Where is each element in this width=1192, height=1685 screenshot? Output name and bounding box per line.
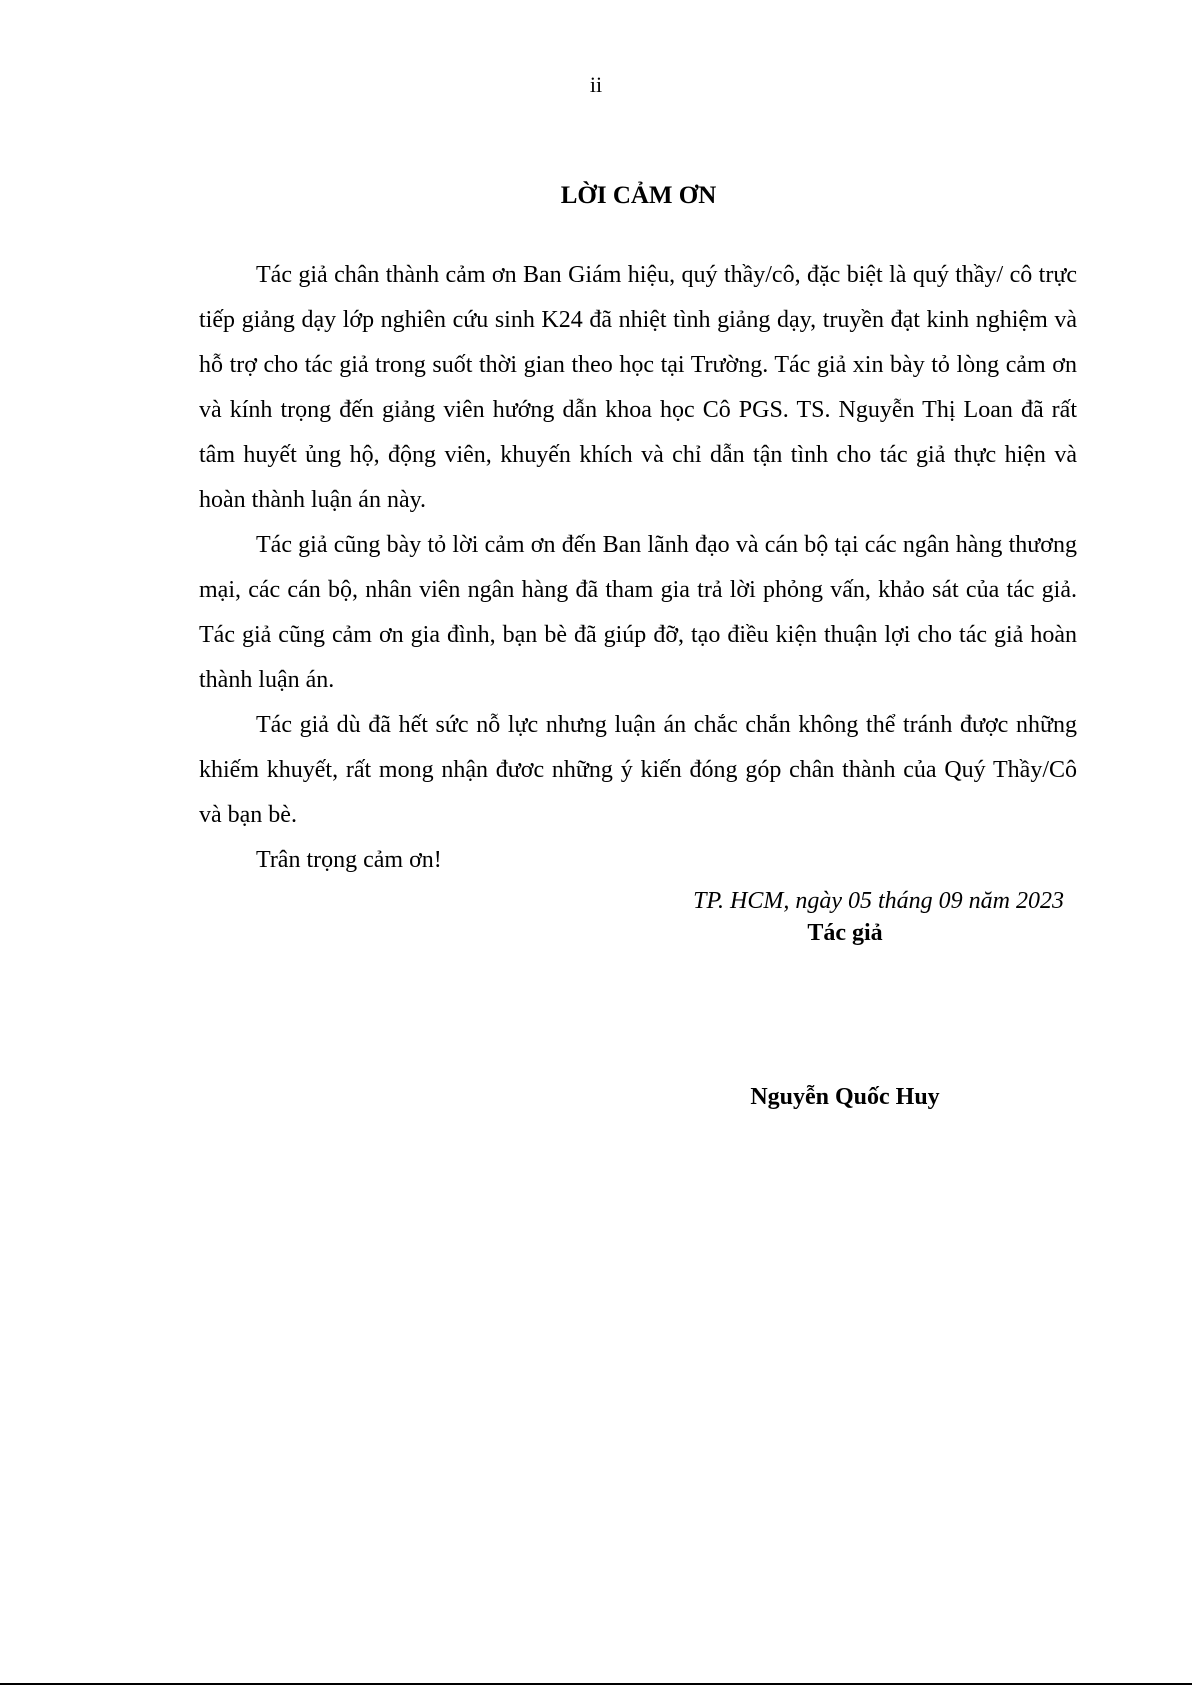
closing-line: Trân trọng cảm ơn! — [256, 847, 442, 873]
page-title: LỜI CẢM ƠN — [560, 182, 717, 209]
author-name: Nguyễn Quốc Huy — [750, 1084, 940, 1110]
paragraph-1: Tác giả chân thành cảm ơn Ban Giám hiệu, quý thầy/cô, đặc biệt là quý thầy/ cô trực tiếp giảng dạy lớp nghiên cứu sinh K24 đã nhiệt tình giảng dạy, truyền đạt kinh nghiệm và hỗ trợ cho tác giả trong suốt thời gian theo học tại Trường. Tác giả xin bày tỏ lòng cảm ơn và kính trọng đến giảng viên hướng dẫn khoa học Cô PGS. TS. Nguyễn Thị Loan đã rất tâm huyết ủng hộ, động viên, khuyến khích và chỉ dẫn tận tình cho tác giả thực hiện và hoàn thành luận án này. — [199, 262, 1077, 513]
paragraph-3: Tác giả dù đã hết sức nỗ lực nhưng luận án chắc chắn không thể tránh được những khiếm khuyết, rất mong nhận đươc những ý kiến đóng góp chân thành của Quý Thầy/Cô và bạn bè. — [199, 712, 1077, 828]
place-date-line: TP. HCM, ngày 05 tháng 09 năm 2023 — [693, 888, 1064, 914]
author-label: Tác giả — [807, 920, 883, 946]
acknowledgement-body — [199, 253, 1077, 883]
page-number: ii — [589, 72, 603, 97]
paragraph-2: Tác giả cũng bày tỏ lời cảm ơn đến Ban lãnh đạo và cán bộ tại các ngân hàng thương mại, các cán bộ, nhân viên ngân hàng đã tham gia trả lời phỏng vấn, khảo sát của tác giả. Tác giả cũng cảm ơn gia đình, bạn bè đã giúp đỡ, tạo điều kiện thuận lợi cho tác giả hoàn thành luận án. — [199, 532, 1077, 693]
